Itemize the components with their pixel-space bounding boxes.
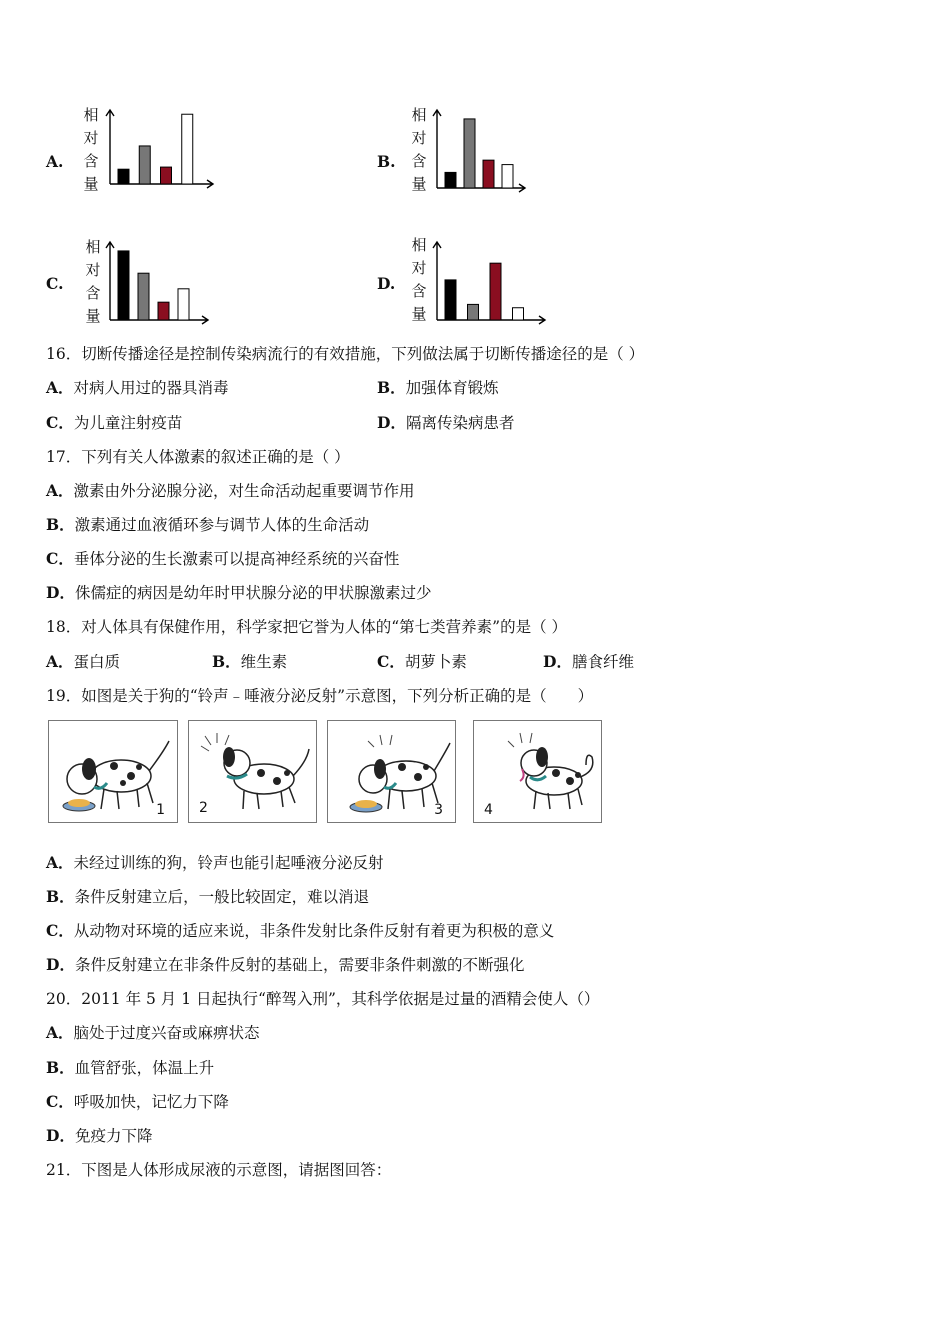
option-text: 为儿童注射疫苗: [73, 414, 183, 432]
bar-3: [483, 160, 494, 188]
option-text: 从动物对环境的适应来说，非条件发射比条件反射有着更为积极的意义: [73, 922, 555, 940]
bar-4: [182, 114, 193, 184]
question-19-option-b: [46, 887, 369, 907]
question-18-option-a: [46, 652, 120, 672]
option-text: 对病人用过的器具消毒: [73, 379, 229, 397]
chart-option-c: [46, 232, 226, 332]
option-label: D．: [377, 413, 406, 432]
bar-chart: [108, 242, 216, 326]
option-text: 加强体育锻炼: [405, 379, 499, 397]
option-label: C.: [46, 274, 64, 293]
option-label: A．: [46, 378, 74, 397]
option-text: 蛋白质: [73, 653, 121, 671]
question-16-stem: 16．切断传播途径是控制传染病流行的有效措施，下列做法属于切断传播途径的是（ ）: [46, 345, 645, 363]
bar-4: [502, 165, 513, 188]
panel-number: 4: [484, 802, 493, 818]
question-17-option-c: [46, 549, 399, 569]
dog-panel-2: [188, 720, 317, 823]
option-label: D．: [46, 1126, 75, 1145]
option-label: D.: [377, 274, 396, 293]
option-label: A．: [46, 481, 74, 500]
axis-label: 相 对 含 量: [83, 106, 99, 193]
option-text: 条件反射建立后，一般比较固定，难以消退: [74, 888, 370, 906]
bar-2: [139, 146, 150, 184]
bar-2: [468, 304, 479, 320]
option-label: D．: [46, 583, 75, 602]
axis-label: 相 对 含 量: [411, 236, 427, 323]
chart-option-a: [46, 100, 226, 200]
option-text: 侏儒症的病因是幼年时甲状腺分泌的甲状腺激素过少: [74, 584, 432, 602]
bar-chart: [435, 110, 533, 194]
option-text: 免疫力下降: [74, 1127, 153, 1145]
question-20-option-a: [46, 1023, 260, 1043]
option-text: 呼吸加快，记忆力下降: [73, 1093, 229, 1111]
option-label: C．: [46, 549, 74, 568]
dog-panel-4: [473, 720, 602, 823]
question-19-stem: 19．如图是关于狗的“铃声﹣唾液分泌反射”示意图，下列分析正确的是（ ）: [46, 687, 594, 705]
option-text: 隔离传染病患者: [405, 414, 515, 432]
question-16-option-a: [46, 378, 229, 398]
question-20-option-d: [46, 1126, 152, 1146]
bar-3: [158, 302, 169, 320]
bar-2: [138, 273, 149, 320]
question-16-option-d: [377, 413, 514, 433]
chart-option-b: [377, 100, 557, 200]
option-label: C．: [46, 413, 74, 432]
option-label: A.: [46, 152, 64, 171]
question-20-option-b: [46, 1058, 214, 1078]
question-18-option-c: [377, 652, 467, 672]
option-label: D．: [46, 955, 75, 974]
bar-1: [118, 169, 129, 184]
bar-4: [513, 308, 524, 320]
option-text: 激素通过血液循环参与调节人体的生命活动: [74, 516, 370, 534]
bar-1: [445, 280, 456, 320]
question-20-option-c: [46, 1092, 229, 1112]
question-18-stem: 18．对人体具有保健作用，科学家把它誉为人体的“第七类营养素”的是（ ）: [46, 618, 568, 636]
question-18-option-d: [543, 652, 634, 672]
option-text: 血管舒张，体温上升: [74, 1059, 215, 1077]
option-label: B．: [377, 378, 406, 397]
panel-number: 1: [156, 802, 165, 818]
bar-1: [445, 172, 456, 188]
question-20-stem: 20．2011 年 5 月 1 日起执行“醉驾入刑”，其科学依据是过量的酒精会使人（）: [46, 990, 600, 1008]
y-axis: [106, 242, 114, 320]
y-axis: [433, 242, 441, 320]
question-18-option-b: [212, 652, 287, 672]
question-19-option-a: [46, 853, 384, 873]
option-text: 脑处于过度兴奋或麻痹状态: [73, 1024, 260, 1042]
question-21-stem: 21．下图是人体形成尿液的示意图，请据图回答：: [46, 1161, 392, 1179]
option-text: 激素由外分泌腺分泌，对生命活动起重要调节作用: [73, 482, 415, 500]
chart-option-d: [377, 232, 557, 332]
option-label: B．: [212, 652, 241, 671]
panel-number: 3: [434, 802, 443, 818]
question-16-option-b: [377, 378, 499, 398]
question-17-option-a: [46, 481, 415, 501]
option-label: C．: [46, 1092, 74, 1111]
question-17-option-d: [46, 583, 431, 603]
bar-chart: [108, 110, 221, 190]
option-label: B．: [46, 887, 75, 906]
option-label: A．: [46, 853, 74, 872]
panel-number: 2: [199, 800, 208, 816]
option-text: 维生素: [240, 653, 288, 671]
option-text: 未经过训练的狗，铃声也能引起唾液分泌反射: [73, 854, 384, 872]
y-axis: [106, 110, 114, 184]
question-17-option-b: [46, 515, 369, 535]
bar-3: [490, 263, 501, 320]
axis-label: 相 对 含 量: [411, 106, 427, 193]
question-19-option-d: [46, 955, 524, 975]
y-axis: [433, 110, 441, 188]
bar-1: [118, 251, 129, 320]
bar-chart: [435, 242, 553, 326]
option-label: A．: [46, 652, 74, 671]
question-17-stem: 17．下列有关人体激素的叙述正确的是（ ）: [46, 448, 350, 466]
question-19-option-c: [46, 921, 554, 941]
option-label: B．: [46, 515, 75, 534]
option-text: 条件反射建立在非条件反射的基础上，需要非条件刺激的不断强化: [74, 956, 525, 974]
axis-label: 相 对 含 量: [85, 238, 101, 325]
option-label: D．: [543, 652, 572, 671]
option-label: B．: [46, 1058, 75, 1077]
dog-panel-1: [48, 720, 178, 823]
option-text: 胡萝卜素: [404, 653, 467, 671]
question-16-option-c: [46, 413, 182, 433]
bar-3: [161, 167, 172, 184]
bar-2: [464, 119, 475, 188]
bar-4: [178, 289, 189, 320]
option-label: C．: [46, 921, 74, 940]
option-label: C．: [377, 652, 405, 671]
option-text: 垂体分泌的生长激素可以提高神经系统的兴奋性: [73, 550, 400, 568]
option-label: B.: [377, 152, 396, 171]
option-label: A．: [46, 1023, 74, 1042]
dog-panel-3: [327, 720, 456, 823]
option-text: 膳食纤维: [571, 653, 634, 671]
